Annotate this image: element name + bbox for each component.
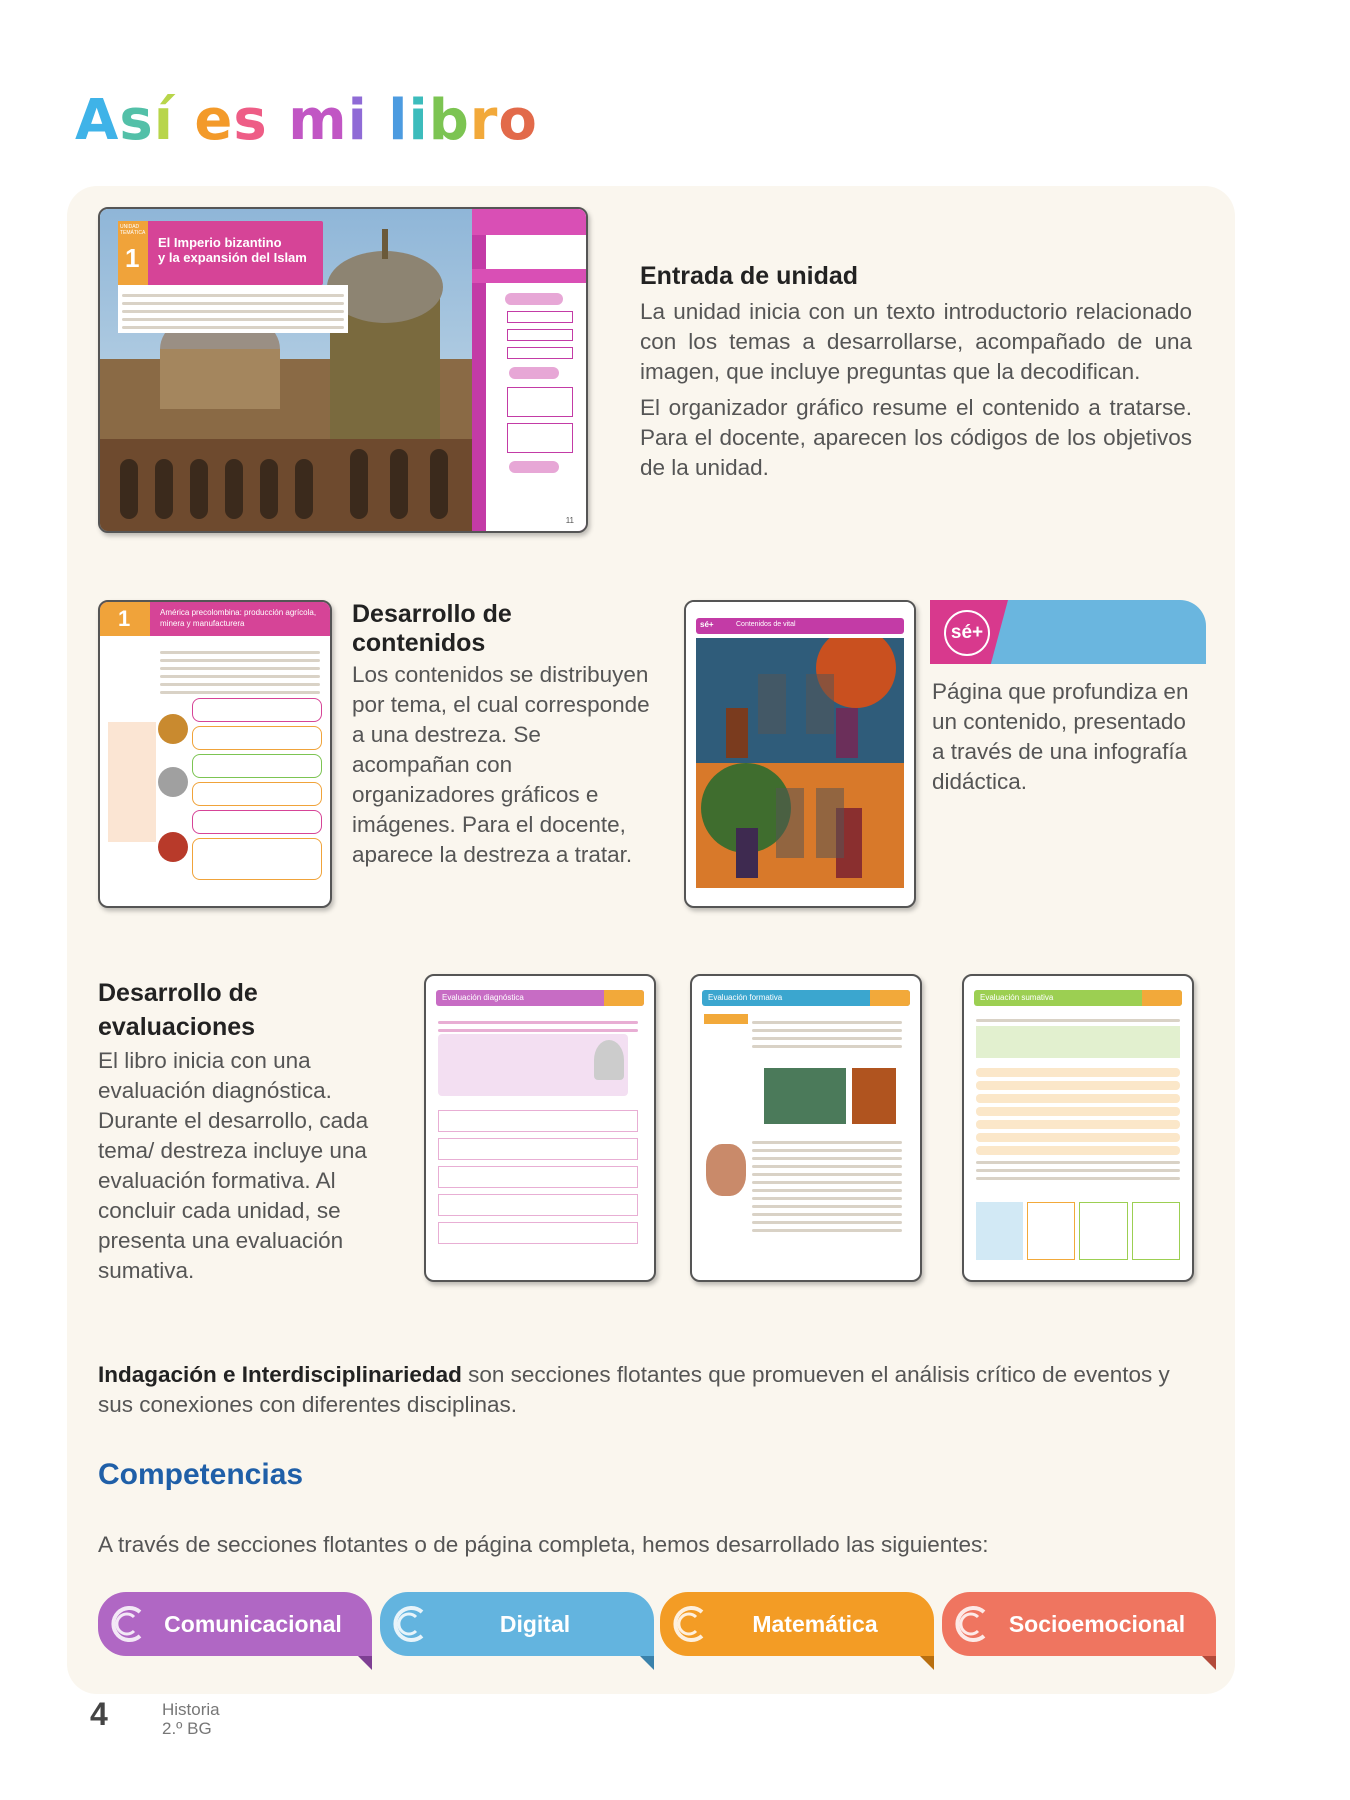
competency-tab-tail [1202,1656,1216,1670]
summative-eval-thumbnail [962,974,1194,1282]
unit-title-line1: El Imperio bizantino [158,235,282,250]
title-letter: i [408,88,429,153]
unit-entry-heading: Entrada de unidad [640,262,859,290]
competency-label: Matemática [752,1610,878,1637]
content-development-section [352,600,652,870]
title-letter [268,88,289,153]
se-mas-badge: sé+ [950,622,984,643]
diagnostic-eval-thumbnail [424,974,656,1282]
content-thumb-number: 1 [118,606,131,631]
title-letter: o [498,88,538,153]
unit-entry-paragraph-2: El organizador gráfico resume el contenido a tratarse. Para el docente, aparecen los códigos de los objetivos de la unidad. [640,395,1192,480]
content-thumb-image-2 [158,767,188,797]
infographic-thumb-badge: sé+ [700,620,714,629]
title-letter: i [347,88,368,153]
competency-label: Comunicacional [164,1610,342,1637]
title-letter: A [75,88,120,153]
content-thumb-image-3 [158,832,188,862]
competency-c-icon [388,1602,432,1646]
title-letter: í [153,88,174,153]
formative-image-1 [764,1068,846,1124]
content-thumb-header [100,602,330,636]
summative-eval-header: Evaluación sumativa [980,993,1054,1002]
footer-grade: 2.º BG [162,1719,212,1738]
thumb-page-number: 11 [565,516,574,525]
page-title [75,88,538,153]
inquiry-rest: son secciones flotantes que promueven el análisis crítico de eventos y sus conexiones con diferentes disciplinas. [98,1362,1170,1417]
formative-eval-header: Evaluación formativa [708,993,783,1002]
title-letter: b [428,88,470,153]
content-development-heading: Desarrollo de contenidos [352,600,512,657]
competency-tab-tail [358,1656,372,1670]
content-page-thumbnail [98,600,332,908]
competency-tab-tail [920,1656,934,1670]
content-thumb-title: América precolombina: producción agrícola, minera y manufacturera [160,608,317,628]
inquiry-bold: Indagación e Interdisciplinariedad [98,1362,462,1387]
unit-title-line2: y la expansión del Islam [158,250,307,265]
title-letter: s [119,88,154,153]
diagnostic-portrait [594,1040,624,1080]
title-letter: e [194,88,234,153]
competency-label: Socioemocional [1008,1610,1186,1637]
content-development-text: Los contenidos se distribuyen por tema, el cual corresponde a una destreza. Se acompañan con organizadores gráficos e imágenes. Para el docente, aparece la destreza a tratar. [352,662,650,867]
title-letter [368,88,389,153]
diagnostic-eval-header: Evaluación diagnóstica [442,993,524,1002]
unit-number: 1 [125,243,140,273]
formative-image-2 [852,1068,896,1124]
content-thumb-image-1 [158,714,188,744]
formative-portrait [706,1144,746,1196]
evaluations-text: El libro inicia con una evaluación diagnóstica. Durante el desarrollo, cada tema/ destreza incluye una evaluación formativa. Al concluir cada unidad, se presenta una evaluación sumativa. [98,1048,369,1283]
competencies-heading: Competencias [98,1458,304,1491]
graphic-organizer [495,289,573,481]
evaluations-heading: Desarrollo de evaluaciones [98,979,258,1041]
unit-entry-section [640,262,1192,489]
title-letter: m [288,88,348,153]
evaluations-section [98,976,398,1286]
competency-tab-comunicacional [98,1592,372,1656]
infographic-illustration [696,638,904,888]
se-mas-icon [944,610,990,656]
competencies-intro: A través de secciones flotantes o de página completa, hemos desarrollado las siguientes: [98,1532,989,1557]
title-letter: l [388,88,409,153]
title-letter: r [469,88,499,153]
page-number: 4 [90,1696,108,1732]
competency-tab-tail [640,1656,654,1670]
intro-text-box [118,285,348,333]
competency-tab-digital [380,1592,654,1656]
formative-eval-thumbnail [690,974,922,1282]
infographic-thumb-header: Contenidos de vital [736,621,796,628]
competency-c-icon [106,1602,150,1646]
footer-subject-block [162,1700,220,1738]
se-mas-text: Página que profundiza en un contenido, presentado a través de una infografía didáctica. [932,679,1189,794]
competency-c-icon [668,1602,712,1646]
footer-subject: Historia [162,1700,220,1719]
se-mas-banner [930,600,1206,664]
competency-tab-matemática [660,1592,934,1656]
unit-title-banner [118,221,323,285]
unit-tag: UNIDAD TEMÁTICA [120,224,146,236]
competency-tab-socioemocional [942,1592,1216,1656]
unit-entry-paragraph-1: La unidad inicia con un texto introductorio relacionado con los temas a desarrollarse, acompañado de una imagen, que incluye preguntas que la decodifican. [640,299,1192,384]
title-letter: s [233,88,268,153]
competency-c-icon [950,1602,994,1646]
inquiry-paragraph [98,1360,1208,1420]
competency-label: Digital [499,1610,571,1637]
title-letter [174,88,195,153]
unit-entry-thumbnail [98,207,588,533]
infographic-thumbnail [684,600,916,908]
